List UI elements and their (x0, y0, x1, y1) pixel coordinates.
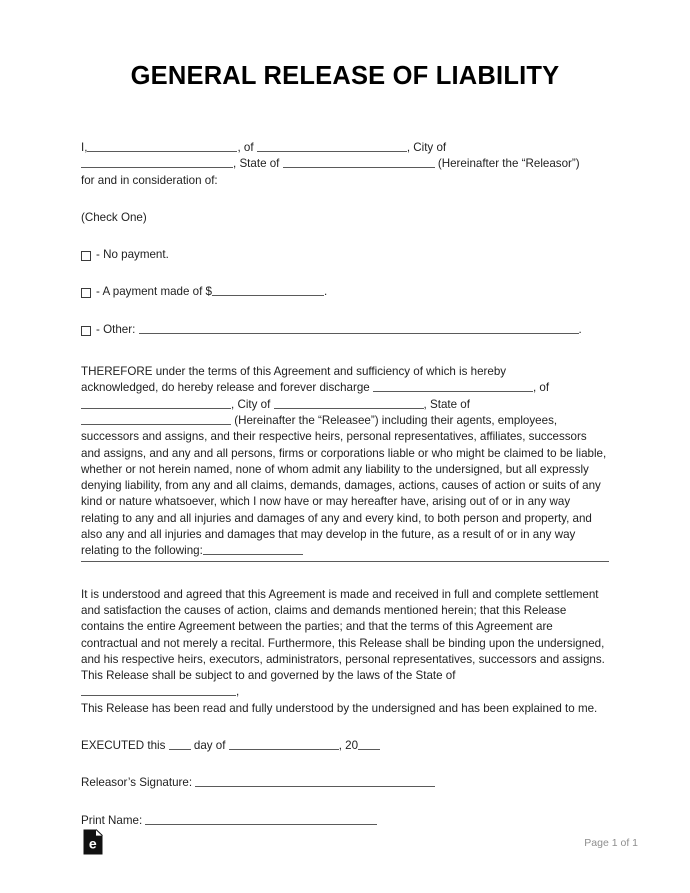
releasee-address-blank[interactable] (81, 397, 231, 409)
document-page-icon (83, 829, 103, 855)
option-payment-made-label: - A payment made of $ (96, 285, 213, 299)
intro-paragraph (81, 140, 609, 189)
understood-comma: , (236, 685, 240, 699)
print-name-blank[interactable] (145, 813, 377, 825)
print-name-line (81, 813, 609, 829)
checkbox-icon[interactable] (81, 288, 91, 298)
signature-blank-b[interactable] (257, 775, 435, 787)
executed-day-blank[interactable] (169, 738, 191, 750)
option-other-label: - Other: (96, 322, 136, 336)
check-one-heading: (Check One) (81, 210, 147, 224)
executed-line (81, 738, 609, 754)
therefore-line1: THEREFORE under the terms of this Agreement and sufficiency of which is hereby (81, 365, 507, 379)
hereinafter-releasee-text: (Hereinafter the “Releasee”) including their agents, employees, (234, 413, 558, 427)
therefore-rest: successors and assigns, and their respective heirs, personal representatives, affiliates, successors and assigns, and any and all persons, firms or corporations liable or who might be claimed to be liable, whether or not herein named, none of whom admit any liability to the undersigned, but all expressly denying liability, from any and all claims, demands, damages, actions, causes of action or suits of any kind or nature whatsoever, which I now have or may hereafter have, arising out of or in any way relating to any and all injuries and damages of any and every kind, to both person and property, and also any and all injuries and damages that may develop in the future, as a result of or in any way relating to the following: (81, 430, 607, 558)
therefore-line2a: acknowledged, do hereby release and forever discharge (81, 381, 370, 395)
consideration-line: for and in consideration of: (81, 173, 218, 187)
executed-year-prefix: , 20 (338, 739, 359, 753)
checkbox-icon[interactable] (81, 326, 91, 336)
payment-amount-blank[interactable] (212, 284, 324, 296)
releasee-name-blank[interactable] (373, 380, 533, 392)
option-payment-suffix: . (324, 285, 328, 299)
page-title: GENERAL RELEASE OF LIABILITY (130, 62, 560, 90)
executed-prefix: EXECUTED this (81, 739, 166, 753)
executed-year-blank[interactable] (358, 738, 380, 750)
following-detail-blank[interactable] (203, 543, 303, 555)
releasee-city-blank[interactable] (274, 397, 424, 409)
releasor-city-blank[interactable] (81, 156, 233, 168)
intro-of-label: , of (237, 141, 254, 154)
executed-month-blank[interactable] (229, 738, 339, 750)
governing-state-blank[interactable] (81, 684, 236, 696)
executed-day-label: day of (193, 739, 226, 753)
understood-paragraph (81, 587, 609, 717)
signature-blank-a[interactable] (195, 775, 257, 787)
other-detail-blank[interactable] (139, 322, 579, 334)
option-no-payment[interactable] (81, 247, 609, 263)
checkbox-icon[interactable] (81, 251, 91, 261)
page-number: Page 1 of 1 (584, 837, 638, 849)
option-other-suffix: . (578, 322, 582, 336)
therefore-line2b: , of (532, 381, 550, 395)
intro-i-label: I, (81, 141, 88, 154)
releasee-state-blank[interactable] (81, 413, 231, 425)
therefore-line3b: , State of (423, 397, 470, 411)
hereinafter-releasor-text: (Hereinafter the “Releasor”) (437, 157, 580, 171)
therefore-line3a: , City of (231, 397, 271, 411)
option-payment-made[interactable] (81, 284, 609, 300)
document-body (81, 140, 609, 829)
signature-line (81, 775, 609, 791)
option-no-payment-label: - No payment. (96, 248, 169, 262)
releasor-address-blank[interactable] (257, 140, 407, 152)
logo-letter: e (88, 835, 97, 852)
therefore-paragraph (81, 364, 609, 562)
releasor-name-blank[interactable] (87, 140, 237, 152)
intro-city-label: , City of (406, 141, 447, 154)
eforms-logo (83, 829, 103, 855)
understood-body: It is understood and agreed that this Agreement is made and received in full and complete settlement and satisfaction the causes of action, claims and demands mentioned herein; that this Release contains the entire Agreement between the parties; and that the terms of this Agreement are contractual and not merely a recital. Furthermore, this Release shall be binding upon the undersigned, and his respective heirs, executors, administrators, personal representatives, successors and assigns. This Release shall be subject to and governed by the laws of the State of (81, 587, 605, 683)
understood-read-line: This Release has been read and fully understood by the undersigned and has been explained to me. (81, 701, 598, 715)
option-other[interactable] (81, 322, 609, 338)
intro-state-label: , State of (233, 157, 280, 171)
print-name-label: Print Name: (81, 813, 143, 827)
signature-label: Releasor’s Signature: (81, 776, 193, 790)
releasor-state-blank[interactable] (283, 156, 435, 168)
